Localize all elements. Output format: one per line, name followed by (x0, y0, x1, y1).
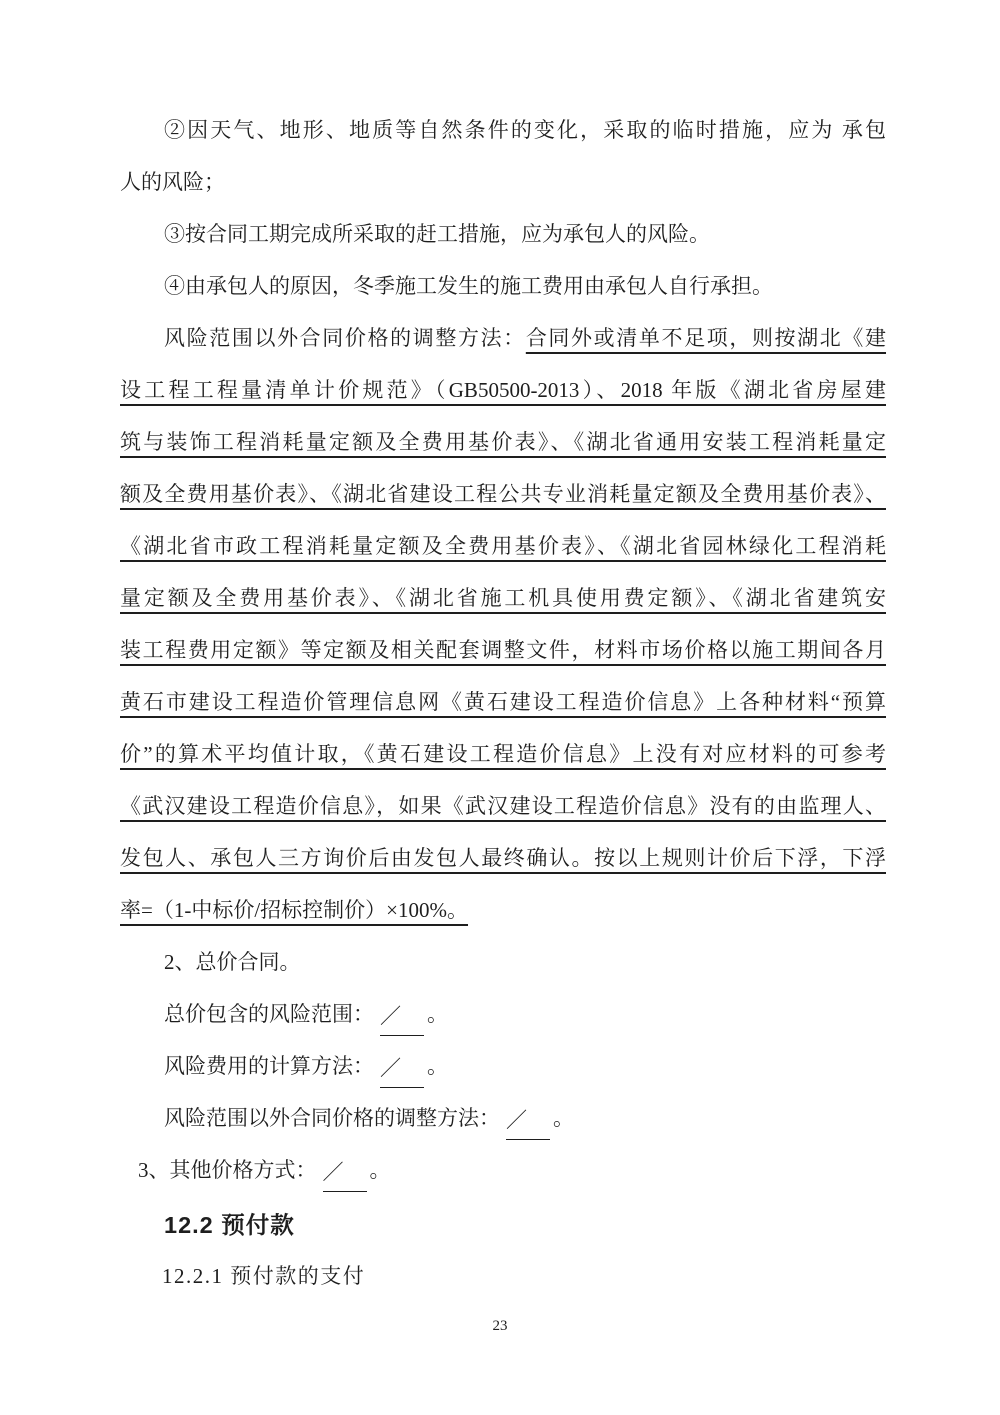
item-other-price-method (120, 1144, 886, 1196)
underlined-text: 额及全费用基价表》、《湖北省建设工程公共专业消耗量定额及全费用基价表》、 (120, 482, 886, 506)
para-adjust-method-line-1 (120, 312, 886, 364)
para-winter-cost (120, 260, 886, 312)
item-out-of-risk-adjust (120, 1092, 886, 1144)
para-adjust-method-line-12 (120, 884, 886, 936)
underlined-text: 发包人、承包人三方询价后由发包人最终确认。按以上规则计价后下浮，下浮 (120, 846, 886, 870)
section-heading: 12.2 预付款 (164, 1212, 295, 1238)
text-segment: 。 (553, 1106, 574, 1130)
underlined-text: 率=（1-中标价/招标控制价）×100%。 (120, 898, 469, 922)
underlined-text: 《湖北省市政工程消耗量定额及全费用基价表》、《湖北省园林绿化工程消耗 (120, 534, 886, 558)
text-segment: ④由承包人的原因，冬季施工发生的施工费用由承包人自行承担。 (164, 274, 773, 298)
page-number: 23 (492, 1318, 508, 1334)
text-segment: 风险费用的计算方法： (164, 1054, 374, 1078)
text-segment: 2、总价合同。 (164, 950, 301, 974)
underlined-text: 《武汉建设工程造价信息》，如果《武汉建设工程造价信息》没有的由监理人、 (120, 794, 886, 818)
text-segment: ②因天气、地形、地质等自然条件的变化，采取的临时措施，应为 承包 (164, 118, 886, 142)
underlined-text: 筑与装饰工程消耗量定额及全费用基价表》、《湖北省通用安装工程消耗量定 (120, 430, 886, 454)
para-adjust-method-line-9 (120, 728, 886, 780)
item-risk-fee-calc (120, 1040, 886, 1092)
para-adjust-method-line-7 (120, 624, 886, 676)
para-adjust-method-line-8 (120, 676, 886, 728)
fill-in-blank: ／ (380, 1053, 424, 1088)
para-adjust-method-line-2 (120, 364, 886, 416)
text-segment: 。 (427, 1002, 448, 1026)
underlined-text: 设工程工程量清单计价规范》（GB50500-2013）、2018 年版《湖北省房屋建 (120, 378, 886, 402)
document-body (120, 104, 886, 1196)
para-weather-risk-line-1 (120, 104, 886, 156)
underlined-text: 黄石市建设工程造价管理信息网《黄石建设工程造价信息》上各种材料“预算 (120, 690, 886, 714)
item-lump-sum-risk-scope (120, 988, 886, 1040)
underlined-text: 价”的算术平均值计取，《黄石建设工程造价信息》上没有对应材料的可参考 (120, 742, 886, 766)
text-segment: 。 (369, 1158, 391, 1182)
para-adjust-method-line-4 (120, 468, 886, 520)
para-adjust-method-line-10 (120, 780, 886, 832)
para-weather-risk-line-2 (120, 156, 886, 208)
fill-in-blank: ／ (506, 1105, 550, 1140)
text-segment: 风险范围以外合同价格的调整方法： (164, 326, 526, 350)
underlined-text: 合同外或清单不足项，则按湖北《建 (525, 326, 887, 350)
item-lump-sum-contract (120, 936, 886, 988)
text-segment: 。 (427, 1054, 448, 1078)
subsection-heading: 12.2.1 预付款的支付 (162, 1264, 366, 1288)
para-schedule-risk (120, 208, 886, 260)
fill-in-blank: ／ (380, 1001, 424, 1036)
text-segment: 3、其他价格方式： (138, 1158, 317, 1182)
para-adjust-method-line-11 (120, 832, 886, 884)
heading-wrap (120, 1196, 886, 1301)
text-segment: 总价包含的风险范围： (164, 1002, 374, 1026)
para-adjust-method-line-6 (120, 572, 886, 624)
text-segment: ③按合同工期完成所采取的赶工措施，应为承包人的风险。 (164, 222, 710, 246)
text-segment: 人的风险； (120, 170, 225, 194)
text-segment: 风险范围以外合同价格的调整方法： (164, 1106, 500, 1130)
underlined-text: 装工程费用定额》等定额及相关配套调整文件，材料市场价格以施工期间各月 (120, 638, 886, 662)
para-adjust-method-line-5 (120, 520, 886, 572)
fill-in-blank: ／ (323, 1157, 367, 1192)
underlined-text: 量定额及全费用基价表》、《湖北省施工机具使用费定额》、《湖北省建筑安 (120, 586, 886, 610)
para-adjust-method-line-3 (120, 416, 886, 468)
